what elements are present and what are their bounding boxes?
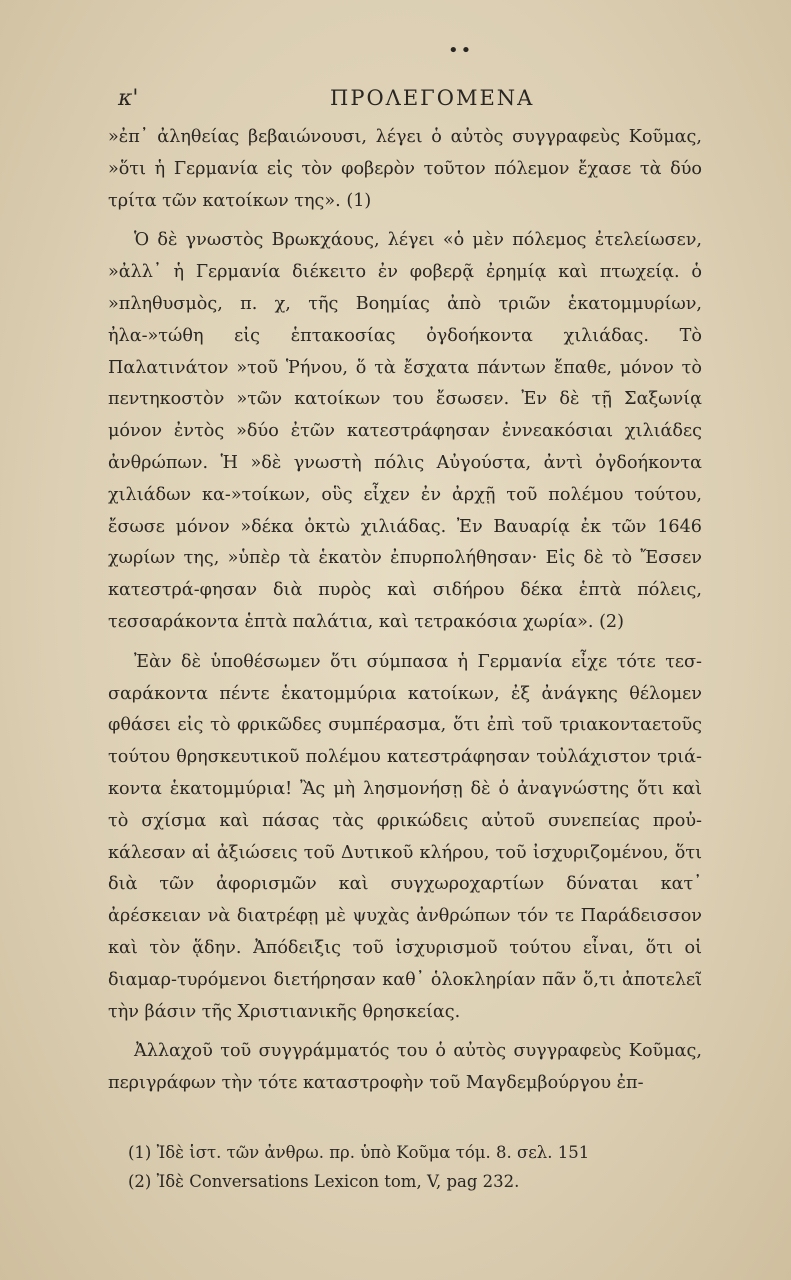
paragraph-2: Ὁ δὲ γνωστὸς Βρωκχάους, λέγει «ὁ μὲν πόλεμος ἐτελείωσεν, »ἀλλ᾿ ἡ Γερμανία διέκειτο ἐν φοβερᾷ ἐρημίᾳ καὶ πτωχείᾳ. ὁ »πληθυσμὸς, π. χ, τῆς Βοημίας ἀπὸ τριῶν ἑκατομμυρίων, ἠλα-»τώθη εἰς ἑπτακοσίας ὀγδοήκοντα χιλιάδας. Τὸ Παλατινάτον »τοῦ Ῥήνου, ὅ τὰ ἔσχατα πάντων ἔπαθε, μόνον τὸ πεντηκοστὸν »τῶν κατοίκων του ἔσωσεν. Ἐν δὲ τῇ Σαξωνίᾳ μόνον ἐντὸς »δύο ἐτῶν κατεστράφησαν ἐννεακόσιαι χιλιάδες ἀνθρώπων. Ἡ »δὲ γνωστὴ πόλις Αὐγούστα, ἀντὶ ὀγδοήκοντα χιλιάδων κα-»τοίκων, οὓς εἶχεν ἐν ἀρχῇ τοῦ πολέμου τούτου, ἔσωσε μόνον »δέκα ὀκτὼ χιλιάδας. Ἐν Βαυαρίᾳ ἐκ τῶν 1646 χωρίων της, »ὑπὲρ τὰ ἑκατὸν ἐπυρπολήθησαν· Εἰς δὲ τὸ Ἔσσεν κατεστρά-φησαν διὰ πυρὸς καὶ σιδήρου δέκα ἑπτὰ πόλεις, τεσσαράκοντα ἑπτὰ παλάτια, καὶ τετρακόσια χωρία». (2)	[108, 230, 702, 632]
body-text	[108, 122, 702, 1100]
page-number: κ'	[118, 86, 139, 111]
paragraph-4: Ἀλλαχοῦ τοῦ συγγράμματός του ὁ αὐτὸς συγγραφεὺς Κοῦμας, περιγράφων τὴν τότε καταστροφὴν τοῦ Μαγδεμβούργου ἐπ-	[108, 1041, 702, 1094]
paragraph-3: Ἐὰν δὲ ὑποθέσωμεν ὅτι σύμπασα ἡ Γερμανία εἶχε τότε τεσ-σαράκοντα πέντε ἑκατομμύρια κατοίκων, ἐξ ἀνάγκης θέλομεν φθάσει εἰς τὸ φρικῶδες συμπέρασμα, ὅτι ἐπὶ τοῦ τριακονταετοῦς τούτου θρησκευτικοῦ πολέμου κατεστράφησαν τοὐλάχιστον τριά-κοντα ἑκατομμύρια! Ἂς μὴ λησμονήσῃ δὲ ὁ ἀναγνώστης ὅτι καὶ τὸ σχίσμα καὶ πάσας τὰς φρικώδεις αὐτοῦ συνεπείας προὐ-κάλεσαν αἱ ἀξιώσεις τοῦ Δυτικοῦ κλήρου, τοῦ ἰσχυριζομένου, ὅτι διὰ τῶν ἀφορισμῶν καὶ συγχωροχαρτίων δύναται κατ᾿ ἀρέσκειαν νὰ διατρέφῃ μὲ ψυχὰς ἀνθρώπων τόν τε Παράδεισσον καὶ τὸν ᾅδην. Ἀπόδειξις τοῦ ἰσχυρισμοῦ τούτου εἶναι, ὅτι οἱ διαμαρ-τυρόμενοι διετήρησαν καθ᾿ ὁλοκληρίαν πᾶν ὅ,τι ἀποτελεῖ τὴν βάσιν τῆς Χριστιανικῆς θρησκείας.	[108, 651, 702, 1022]
paragraph-1: »ἐπ᾿ ἀληθείας βεβαιώνουσι, λέγει ὁ αὐτὸς συγγραφεὺς Κοῦμας, »ὅτι ἡ Γερμανία εἰς τὸν φοβερὸν τοῦτον πόλεμον ἔχασε τὰ δύο τρίτα τῶν κατοίκων της». (1)	[108, 127, 702, 211]
footnote-1: (1) Ἰδὲ ἱστ. τῶν ἀνθρω. πρ. ὑπὸ Κοῦμα τόμ. 8. σελ. 151	[128, 1143, 590, 1162]
page-ornament: ••	[448, 40, 474, 61]
footnotes	[128, 1138, 688, 1196]
running-head: ΠΡΟΛΕΓΟΜΕΝΑ	[330, 86, 535, 110]
footnote-2: (2) Ἰδὲ Conversations Lexicon tom, V, pag 232.	[128, 1172, 520, 1191]
